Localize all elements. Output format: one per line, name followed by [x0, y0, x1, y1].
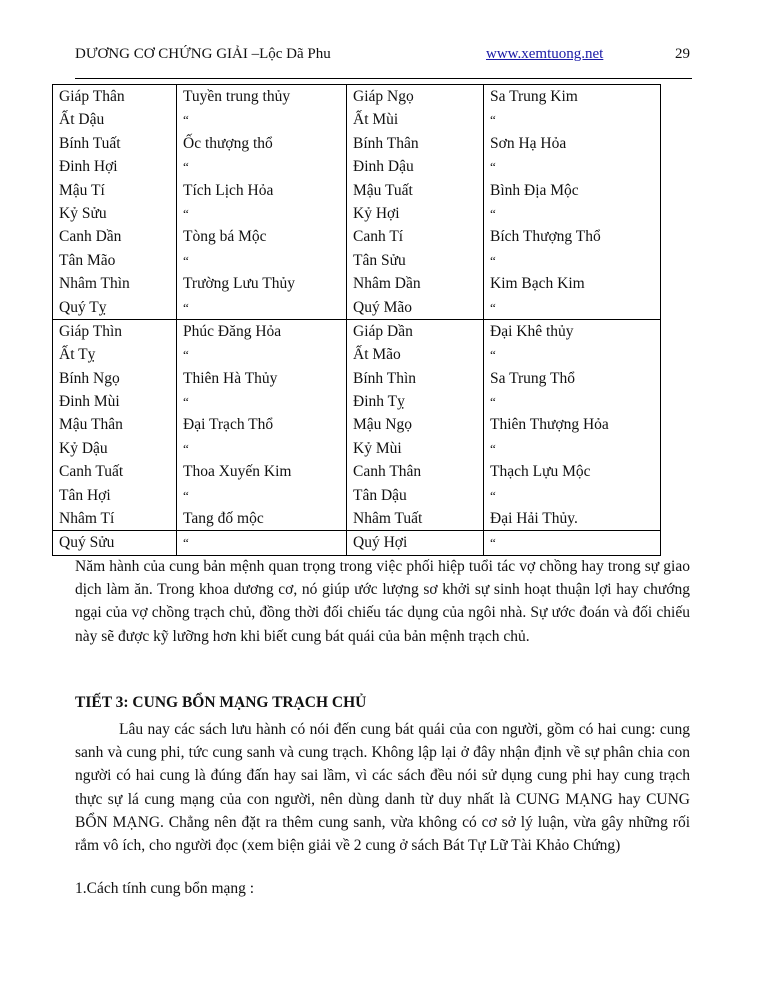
cell-line: Ất Mão: [353, 346, 401, 364]
cell-line: Ất Tỵ: [59, 346, 96, 364]
cell-line: “: [183, 535, 189, 551]
cell-line: Tòng bá Mộc: [183, 228, 267, 246]
cell-line: Giáp Thân: [59, 88, 125, 105]
cell-line: Kỷ Hợi: [353, 204, 400, 222]
cell-line: Tân Hợi: [59, 486, 111, 504]
section-heading: TIẾT 3: CUNG BỔN MẠNG TRẠCH CHỦ: [75, 694, 367, 711]
cell-line: “: [490, 159, 496, 175]
cell-line: Bính Thân: [353, 134, 419, 152]
cell-line: Nhâm Thìn: [59, 275, 130, 293]
paragraph-1: Năm hành của cung bản mệnh quan trọng trong việc phối hiệp tuổi tác vợ chồng hay trong sự giao dịch làm ăn. Trong khoa dương cơ, nó giúp ước lượng sơ khởi sự sinh hoạt thuận lợi hay chướng ngại của vợ chồng trạch chủ, đồng thời đối chiếu tác dụng của ngôi nhà. Sự ước đoán và đối chiếu này sẽ được kỹ lưỡng hơn khi biết cung bát quái của bản mệnh trạch chủ.: [75, 558, 690, 645]
cell-line: Phúc Đăng Hỏa: [183, 322, 282, 340]
table-row: [53, 531, 661, 555]
cell-line: Đại Hải Thủy.: [490, 510, 578, 528]
cell-line: “: [183, 159, 189, 175]
cell-line: Kỷ Dậu: [59, 439, 108, 457]
cell-line: Tích Lịch Hỏa: [183, 181, 274, 199]
cell-line: Nhâm Tuất: [353, 510, 423, 528]
cell-line: “: [183, 299, 189, 315]
cell-line: Bích Thượng Thổ: [490, 228, 601, 246]
table-cell-1: [53, 85, 177, 320]
cell-line: Đinh Mùi: [59, 393, 120, 411]
cell-line: Thiên Hà Thủy: [183, 369, 278, 387]
cell-line: “: [490, 440, 496, 456]
cell-line: Nhâm Dần: [353, 275, 421, 293]
cell-line: Mậu Tuất: [353, 181, 413, 199]
table-cell-4: [484, 531, 661, 555]
cell-line: Ốc thượng thổ: [183, 134, 273, 152]
cell-line: Giáp Thìn: [59, 322, 122, 340]
cell-line: “: [183, 440, 189, 456]
table-cell-1: [53, 319, 177, 531]
website-link[interactable]: www.xemtuong.net: [486, 46, 604, 62]
page-header: [75, 46, 690, 68]
cell-line: Tân Mão: [59, 251, 116, 269]
cell-line: Giáp Dần: [353, 322, 413, 340]
cell-line: Bình Địa Mộc: [490, 181, 579, 199]
table-cell-3: [347, 319, 484, 531]
book-title: DƯƠNG CƠ CHỨNG GIẢI –Lộc Dã Phu: [75, 46, 331, 62]
table-cell-2: [177, 85, 347, 320]
cell-line: Quý Hợi: [353, 534, 408, 552]
cell-line: “: [183, 112, 189, 128]
cell-line: Trường Lưu Thủy: [183, 275, 295, 293]
header-divider: [75, 78, 692, 79]
cell-line: Giáp Ngọ: [353, 88, 414, 105]
cell-line: Bính Thìn: [353, 369, 417, 387]
cell-line: Sa Trung Kim: [490, 88, 578, 105]
cell-line: “: [490, 299, 496, 315]
cell-line: Đại Khê thủy: [490, 322, 574, 340]
cell-line: Sơn Hạ Hỏa: [490, 134, 567, 152]
cell-line: Tân Sửu: [353, 251, 406, 269]
cell-line: Kỷ Sửu: [59, 204, 107, 222]
cell-line: Nhâm Tí: [59, 510, 115, 528]
cell-line: Quý Mão: [353, 298, 412, 316]
cell-line: “: [183, 205, 189, 221]
cell-line: Bính Ngọ: [59, 369, 120, 387]
table-cell-4: [484, 85, 661, 320]
cell-line: Kỷ Mùi: [353, 439, 402, 457]
table-row: [53, 85, 661, 320]
cell-line: Mậu Thân: [59, 416, 123, 434]
cell-line: “: [183, 252, 189, 268]
cell-line: Tân Dậu: [353, 486, 407, 504]
cell-line: Thạch Lựu Mộc: [490, 463, 591, 481]
cell-line: Đinh Dậu: [353, 158, 414, 176]
cell-line: Đại Trạch Thổ: [183, 416, 274, 434]
cell-line: Bính Tuất: [59, 134, 121, 152]
cell-line: “: [490, 487, 496, 503]
cell-line: Thiên Thượng Hỏa: [490, 416, 609, 434]
cell-line: Tuyền trung thủy: [183, 88, 291, 105]
cell-line: “: [490, 252, 496, 268]
cell-line: Ất Mùi: [353, 111, 399, 129]
cell-line: “: [183, 394, 189, 410]
cell-line: “: [490, 112, 496, 128]
table-cell-1: [53, 531, 177, 555]
table-cell-3: [347, 531, 484, 555]
paragraph-3: 1.Cách tính cung bổn mạng :: [75, 880, 255, 897]
cell-line: Mậu Ngọ: [353, 416, 412, 434]
cell-line: Canh Tí: [353, 228, 404, 246]
table-cell-4: [484, 319, 661, 531]
cell-line: Thoa Xuyến Kim: [183, 463, 292, 481]
cell-line: Đinh Tỵ: [353, 393, 405, 411]
cell-line: Mậu Tí: [59, 181, 105, 199]
table-cell-2: [177, 319, 347, 531]
cell-line: “: [183, 487, 189, 503]
cell-line: Kim Bạch Kim: [490, 275, 585, 293]
cell-line: Quý Sửu: [59, 534, 115, 552]
cell-line: “: [490, 205, 496, 221]
cell-line: “: [490, 535, 496, 551]
page-number: 29: [675, 46, 690, 62]
table-row: [53, 319, 661, 531]
cell-line: Ất Dậu: [59, 111, 105, 129]
cell-line: Quý Tỵ: [59, 298, 107, 316]
cell-line: Canh Tuất: [59, 463, 124, 481]
table-cell-3: [347, 85, 484, 320]
cell-line: Canh Dần: [59, 228, 122, 246]
cell-line: Tang đố mộc: [183, 510, 264, 528]
cell-line: “: [490, 347, 496, 363]
nap-am-table: [52, 84, 661, 556]
cell-line: “: [490, 394, 496, 410]
cell-line: Sa Trung Thổ: [490, 369, 575, 387]
cell-line: Canh Thân: [353, 463, 422, 481]
table-cell-2: [177, 531, 347, 555]
paragraph-2: Lâu nay các sách lưu hành có nói đến cung bát quái của con người, gồm có hai cung: cung sanh và cung phi, tức cung sanh và cung trạch. Không lập lại ở đây nhận định về sự phân chia con người có hai cung là đúng đấn hay sai lầm, vì các sách đều nói sử dụng cung phi hay cung trạch thực sự lá cung mạng của con người, nên dùng danh từ duy nhất là CUNG MẠNG hay CUNG BỔN MẠNG. Chẳng nên đặt ra thêm cung sanh, vừa không có cơ sở lý luận, vừa gây những rối rắm vô ích, cho người đọc (xem biện giải về 2 cung ở sách Bát Tự Lữ Tài Khảo Chứng): [75, 721, 690, 855]
cell-line: Đinh Hợi: [59, 158, 118, 176]
cell-line: “: [183, 347, 189, 363]
